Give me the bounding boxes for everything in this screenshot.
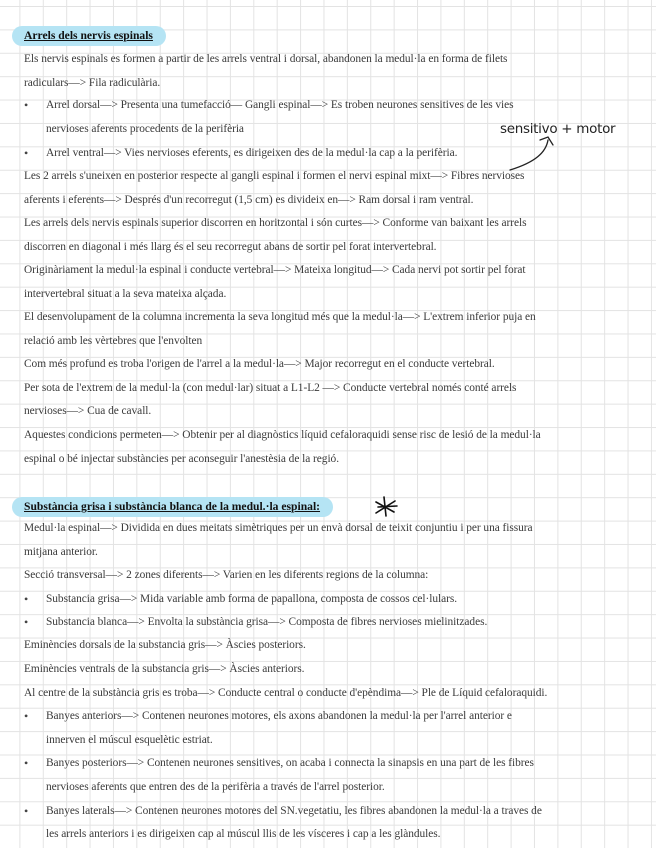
bullet-icon: • [24, 615, 29, 629]
text-line: innerven el múscul esquelètic estriat. [46, 734, 213, 746]
bullet-icon: • [24, 98, 29, 112]
bullet-icon: • [24, 756, 29, 770]
text-line: Substancia grisa—> Mida variable amb forma de papallona, composta de cossos cel·lulars. [46, 593, 458, 605]
text-line: discorren en diagonal i més llarg és el seu recorregut abans de sortir pel forat intervertebral. [24, 241, 437, 253]
bullet-icon: • [24, 804, 29, 818]
star-doodle-icon [376, 497, 397, 516]
text-line: Originàriament la medul·la espinal i conducte vertebral—> Mateixa longitud—> Cada nervi pot sortir pel forat [24, 264, 526, 276]
text-line: Substancia blanca—> Envolta la substància grisa—> Composta de fibres nervioses mielinitzades. [46, 616, 488, 628]
text-line: Secció transversal—> 2 zones diferents—> Varien en les diferents regions de la columna: [24, 569, 429, 581]
text-line: les arrels anteriors i es dirigeixen cap al múscul llis de les vísceres i cap a les glàndules. [46, 828, 441, 840]
text-line: mitjana anterior. [24, 546, 98, 558]
curved-arrow-icon [510, 137, 553, 170]
text-line: Eminències ventrals de la substancia gris—> Àscies anteriors. [24, 663, 305, 675]
text-line: Com més profund es troba l'origen de l'arrel a la medul·la—> Major recorregut en el conducte vertebral. [24, 358, 495, 370]
text-line: Banyes laterals—> Contenen neurones motores del SN.vegetatiu, les fibres abandonen la medul·la a traves de [46, 805, 542, 817]
text-line: Les arrels dels nervis espinals superior discorren en horitzontal i són curtes—> Conforme van baixant les arrels [24, 217, 527, 229]
text-line: El desenvolupament de la columna incrementa la seva longitud més que la medul·la—> L'extrem inferior puja en [24, 311, 536, 323]
section-heading-substancia: Substància grisa i substància blanca de la medul.·la espinal: [12, 497, 333, 517]
text-line: Medul·la espinal—> Dividida en dues meitats simètriques per un envà dorsal de teixit conjuntiu i per una fissura [24, 522, 533, 534]
text-line: Les 2 arrels s'uneixen en posterior respecte al gangli espinal i formen el nervi espinal mixt—> Fibres nervioses [24, 170, 525, 182]
bullet-icon: • [24, 146, 29, 160]
text-line: Eminències dorsals de la substancia gris—> Àscies posteriors. [24, 639, 306, 651]
text-line: Aquestes condicions permeten—> Obtenir per al diagnòstics líquid cefaloraquidi sense risc de lesió de la medul·la [24, 429, 541, 441]
text-line: Arrel ventral—> Vies nervioses eferents, es dirigeixen des de la medul·la cap a la perifèria. [46, 147, 458, 159]
section-heading-arrels: Arrels dels nervis espinals [12, 26, 166, 46]
text-line: espinal o bé injectar substàncies per aconseguir l'anestèsia de la regió. [24, 453, 340, 465]
text-line: nervioses aferents que entren des de la perifèria a través de l'arrel posterior. [46, 781, 385, 793]
text-line: relació amb les vèrtebres que l'envolten [24, 335, 203, 347]
text-line: radiculars—> Fila radiculària. [24, 77, 161, 89]
text-line: Al centre de la substància gris es troba—> Conducte central o conducte d'epèndima—> Ple de Líquid cefaloraquidi. [24, 687, 548, 699]
bullet-icon: • [24, 709, 29, 723]
text-line: nervioses aferents procedents de la perifèria [46, 123, 244, 135]
text-line: Arrel dorsal—> Presenta una tumefacció— Gangli espinal—> Es troben neurones sensitives de les vies [46, 99, 514, 111]
text-line: nervioses—> Cua de cavall. [24, 405, 152, 417]
text-line: Els nervis espinals es formen a partir de les arrels ventral i dorsal, abandonen la medul·la en forma de filets [24, 53, 508, 65]
bullet-icon: • [24, 592, 29, 606]
text-line: intervertebral situat a la seva mateixa alçada. [24, 288, 227, 300]
text-line: Per sota de l'extrem de la medul·la (con medul·lar) situat a L1-L2 —> Conducte vertebral només conté arrels [24, 382, 517, 394]
text-line: Banyes posteriors—> Contenen neurones sensitives, on acaba i connecta la sinapsis en una part de les fibres [46, 757, 534, 769]
text-line: Banyes anteriors—> Contenen neurones motores, els axons abandonen la medul·la per l'arrel anterior e [46, 710, 512, 722]
handwritten-note: sensitivo + motor [500, 121, 616, 137]
text-line: aferents i eferents—> Després d'un recorregut (1,5 cm) es divideix en—> Ram dorsal i ram ventral. [24, 194, 474, 206]
